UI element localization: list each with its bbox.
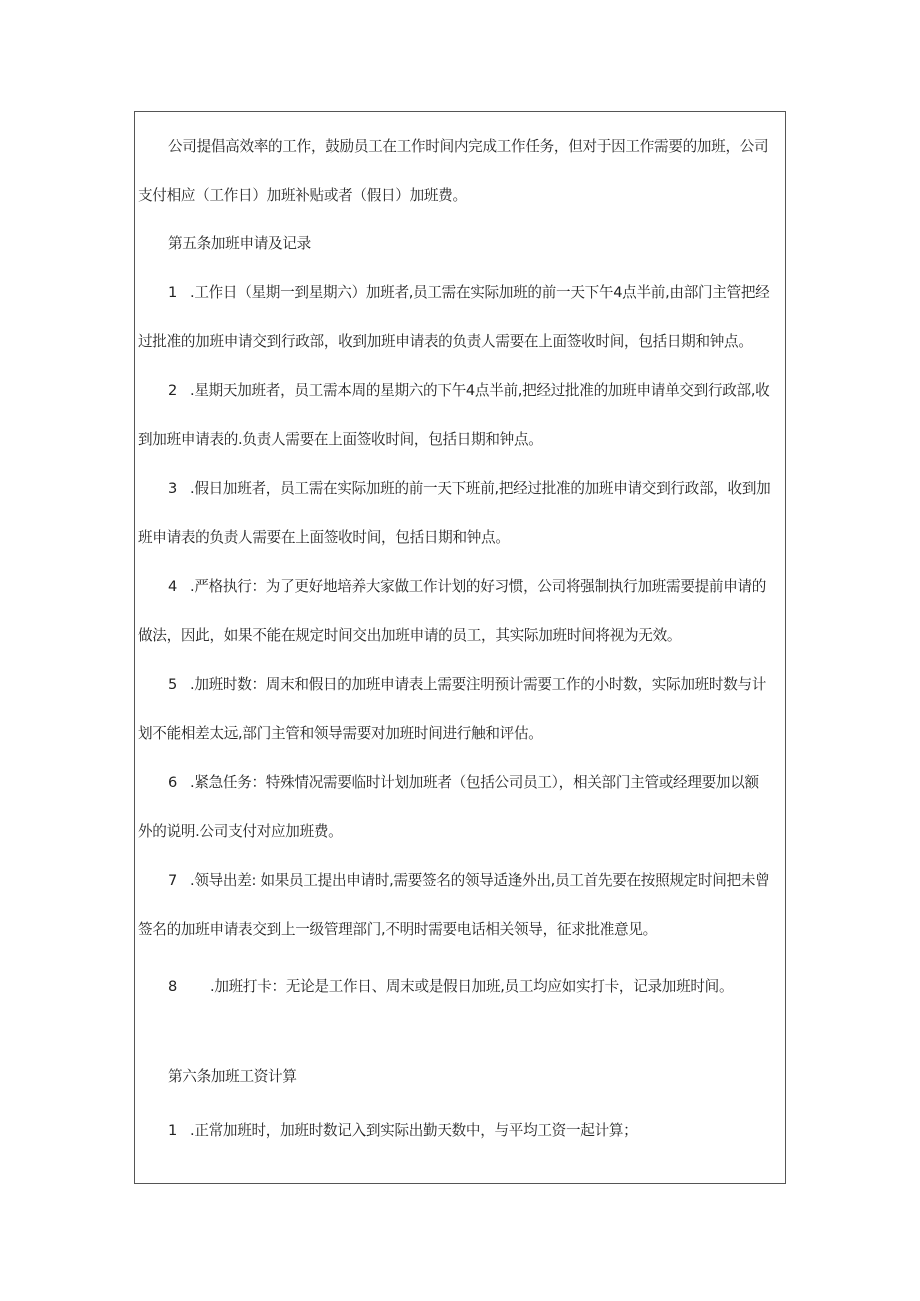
item-number: 3 — [168, 480, 177, 497]
item-number: 6 — [168, 774, 177, 791]
article5-item-3-line-1 — [168, 479, 770, 499]
article6-item-1-line-1 — [168, 1121, 637, 1141]
item-number: 1 — [168, 284, 177, 301]
item-text: .工作日（星期一到星期六）加班者,员工需在实际加班的前一天下午4点半前,由部门主管把经 — [190, 284, 770, 301]
item-text: .假日加班者，员工需在实际加班的前一天下班前,把经过批准的加班申请交到行政部，收到加 — [190, 480, 771, 497]
article5-item-2-line-1 — [168, 381, 769, 401]
article6-heading: 第六条加班工资计算 — [168, 1068, 297, 1085]
item-number: 4 — [168, 578, 177, 595]
item-text: .正常加班时，加班时数记入到实际出勤天数中，与平均工资一起计算； — [190, 1122, 638, 1139]
item-number: 8 — [168, 978, 177, 995]
item-text: .领导出差: 如果员工提出申请时,需要签名的领导适逢外出,员工首先要在按照规定时间把未曾 — [190, 872, 770, 889]
item-text: .星期天加班者，员工需本周的星期六的下午4点半前,把经过批准的加班申请单交到行政部,收 — [190, 382, 770, 399]
item-text: .加班打卡：无论是工作日、周末或是假日加班,员工均应如实打卡，记录加班时间。 — [210, 978, 734, 995]
article5-item-4-line-2: 做法，因此，如果不能在规定时间交出加班申请的员工，其实际加班时间将视为无效。 — [138, 627, 682, 644]
article5-item-6-line-2: 外的说明.公司支付对应加班费。 — [138, 823, 343, 840]
item-number: 5 — [168, 676, 177, 693]
document-page — [134, 111, 786, 1184]
article5-heading: 第五条加班申请及记录 — [168, 235, 311, 252]
article5-item-2-line-2: 到加班申请表的.负责人需要在上面签收时间，包括日期和钟点。 — [138, 431, 543, 448]
article5-item-5-line-1 — [168, 675, 766, 695]
item-text: .紧急任务：特殊情况需要临时计划加班者（包括公司员工），相关部门主管或经理要加以额 — [190, 774, 759, 791]
item-number: 7 — [168, 872, 177, 889]
article5-item-7-line-2: 签名的加班申请表交到上一级管理部门,不明时需要电话相关领导，征求批准意见。 — [138, 921, 657, 938]
intro-line-2: 支付相应（工作日）加班补贴或者（假日）加班费。 — [138, 187, 467, 204]
item-text: .严格执行：为了更好地培养大家做工作计划的好习惯，公司将强制执行加班需要提前申请的 — [190, 578, 767, 595]
article5-item-1-line-1 — [168, 283, 769, 303]
article5-item-3-line-2: 班申请表的负责人需要在上面签收时间，包括日期和钟点。 — [138, 529, 510, 546]
article5-item-6-line-1 — [168, 773, 759, 793]
article5-item-1-line-2: 过批准的加班申请交到行政部，收到加班申请表的负责人需要在上面签收时间，包括日期和钟点。 — [138, 333, 753, 350]
item-number: 2 — [168, 382, 177, 399]
article5-item-5-line-2: 划不能相差太远,部门主管和领导需要对加班时间进行触和评估。 — [138, 725, 543, 742]
item-number: 1 — [168, 1122, 177, 1139]
article5-item-7-line-1 — [168, 871, 769, 891]
item-text: .加班时数：周末和假日的加班申请表上需要注明预计需要工作的小时数，实际加班时数与计 — [190, 676, 767, 693]
article5-item-4-line-1 — [168, 577, 766, 597]
intro-line-1: 公司提倡高效率的工作，鼓励员工在工作时间内完成工作任务，但对于因工作需要的加班，公司 — [168, 138, 769, 155]
article5-item-8-line-1 — [168, 977, 733, 997]
